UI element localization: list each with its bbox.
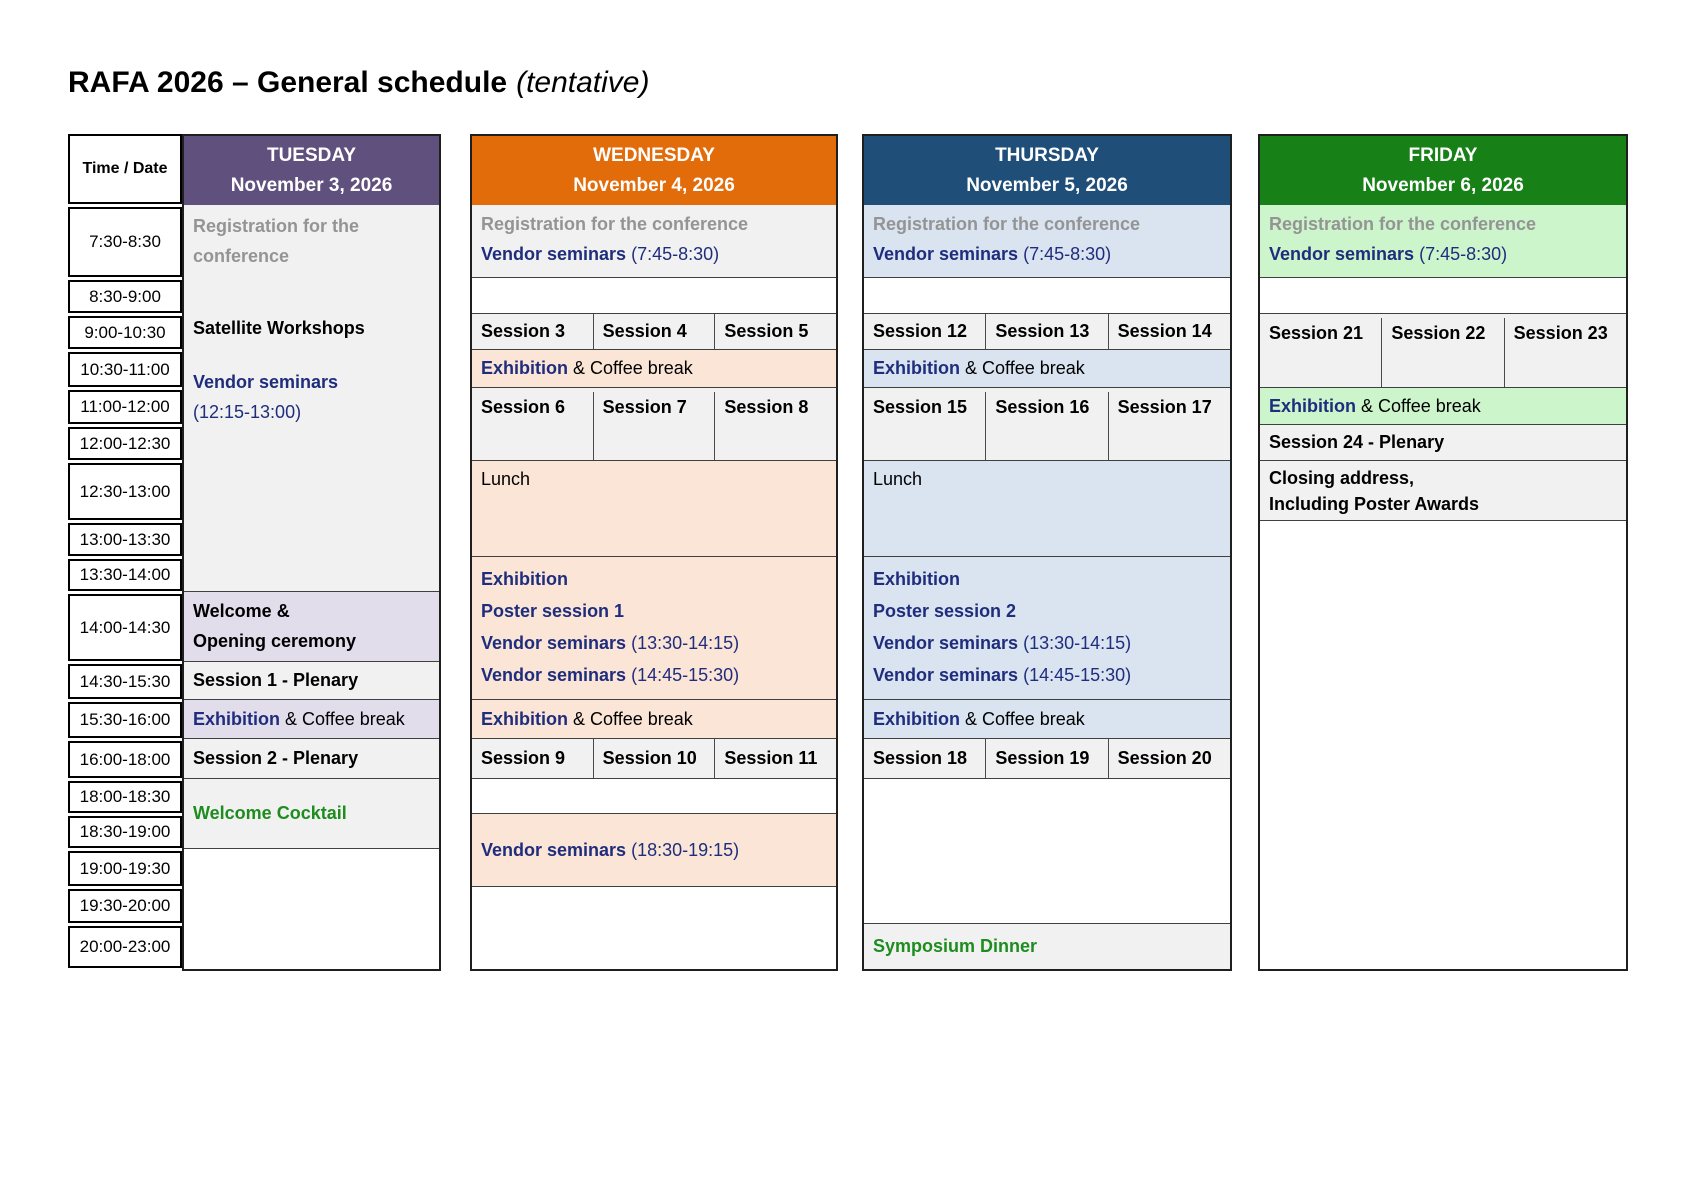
tuesday-day-name: TUESDAY (266, 144, 357, 166)
thursday-date: November 5, 2026 (966, 174, 1128, 196)
vendor-seminars-time: (18:30-19:15) (626, 839, 740, 860)
poster-session-block (864, 557, 1230, 700)
session-24-plenary-cell (1260, 425, 1626, 461)
registration-cell (472, 205, 836, 278)
sessions-row (472, 314, 836, 350)
vendor-seminars-line (481, 627, 830, 659)
exhibition-label: Exhibition (873, 358, 960, 378)
symposium-dinner-label: Symposium Dinner (873, 936, 1038, 956)
exhibition-coffee-line (481, 709, 830, 730)
session-label: Session 2 - Plenary (193, 748, 359, 768)
vendor-seminars-line (873, 659, 1224, 691)
wednesday-day-name: WEDNESDAY (593, 144, 715, 166)
session-label: Session 1 - Plenary (193, 670, 359, 690)
session-cell: Session 17 (1117, 397, 1212, 417)
registration-cell (1260, 205, 1626, 278)
welcome-line2: Opening ceremony (193, 631, 357, 651)
time-slot: 18:30-19:00 (68, 816, 182, 848)
vendor-seminars-time: (13:30-14:15) (1018, 633, 1132, 653)
poster-session-block (472, 557, 836, 700)
session-cell: Session 11 (724, 748, 818, 768)
coffee-break-label: & Coffee break (568, 358, 693, 378)
exhibition-coffee-line (193, 709, 433, 730)
time-slot: 11:00-12:00 (68, 390, 182, 424)
session-cell: Session 16 (986, 392, 1108, 460)
welcome-opening-cell (184, 592, 439, 662)
registration-label: Registration for the conference (873, 214, 1141, 234)
empty-cell (472, 887, 836, 969)
vendor-seminars-evening-cell (472, 814, 836, 887)
exhibition-label: Exhibition (873, 708, 960, 729)
vendor-seminars-label: Vendor seminars (873, 665, 1019, 685)
time-slot: 16:00-18:00 (68, 741, 182, 778)
coffee-break-label: & Coffee break (960, 708, 1085, 729)
tuesday-header (184, 136, 439, 205)
tuesday-column (182, 134, 441, 971)
exhibition-label: Exhibition (481, 569, 568, 589)
time-slot: 12:30-13:00 (68, 463, 182, 520)
exhibition-label: Exhibition (481, 708, 568, 729)
sessions-row (864, 739, 1230, 779)
closing-line2: Including Poster Awards (1269, 494, 1480, 514)
session-1-plenary-cell (184, 662, 439, 700)
tuesday-date: November 3, 2026 (230, 174, 393, 196)
exhibition-label: Exhibition (873, 569, 960, 589)
time-date-header: Time / Date (68, 134, 182, 204)
vendor-seminars-label: Vendor seminars (481, 839, 627, 860)
vendor-seminars-label: Vendor seminars (481, 633, 627, 653)
exhibition-coffee-cell (864, 700, 1230, 739)
exhibition-coffee-cell (472, 700, 836, 739)
session-cell: Session 12 (864, 314, 986, 349)
vendor-seminars-label: Vendor seminars (193, 372, 339, 392)
empty-cell (472, 779, 836, 814)
session-cell: Session 14 (1117, 321, 1212, 341)
page-title-suffix: (tentative) (516, 66, 650, 99)
closing-line1: Closing address, (1269, 468, 1415, 488)
lunch-cell (864, 461, 1230, 557)
empty-cell (864, 779, 1230, 924)
page-title (68, 66, 649, 100)
registration-label: Registration for the conference (1269, 214, 1537, 234)
session-cell: Session 9 (472, 739, 594, 778)
vendor-seminars-label: Vendor seminars (481, 244, 627, 264)
time-slot: 19:00-19:30 (68, 851, 182, 886)
vendor-seminars-time: (14:45-15:30) (626, 665, 740, 685)
session-cell: Session 19 (986, 739, 1108, 778)
session-cell: Session 4 (594, 314, 716, 349)
time-slot: 7:30-8:30 (68, 207, 182, 277)
time-slot: 19:30-20:00 (68, 889, 182, 923)
lunch-cell (472, 461, 836, 557)
coffee-break-label: & Coffee break (1356, 395, 1481, 416)
coffee-break-label: & Coffee break (280, 708, 405, 729)
sessions-row (1260, 314, 1626, 388)
vendor-seminars-time: (13:30-14:15) (626, 633, 740, 653)
welcome-cocktail-cell (184, 779, 439, 849)
exhibition-coffee-line (481, 358, 830, 379)
friday-header (1260, 136, 1626, 205)
page-title-main: RAFA 2026 – General schedule (68, 66, 508, 99)
wednesday-header (472, 136, 836, 205)
session-cell: Session 6 (472, 392, 594, 460)
exhibition-coffee-line (1269, 396, 1620, 417)
vendor-seminars-line (481, 659, 830, 691)
coffee-break-label: & Coffee break (568, 708, 693, 729)
time-slot: 12:00-12:30 (68, 427, 182, 460)
registration-label: Registration for the conference (481, 214, 749, 234)
session-cell: Session 20 (1117, 748, 1212, 768)
session-cell: Session 23 (1513, 323, 1608, 343)
thursday-header (864, 136, 1230, 205)
time-slot: 14:30-15:30 (68, 664, 182, 699)
vendor-seminars-line (193, 367, 433, 397)
exhibition-label: Exhibition (193, 708, 280, 729)
session-cell: Session 5 (724, 321, 809, 341)
wednesday-column (470, 134, 838, 971)
closing-address-cell (1260, 461, 1626, 521)
vendor-seminars-label: Vendor seminars (481, 665, 627, 685)
time-slot: 10:30-11:00 (68, 352, 182, 387)
session-label: Session 24 - Plenary (1269, 432, 1445, 452)
thursday-day-name: THURSDAY (995, 144, 1099, 166)
vendor-seminars-time: (14:45-15:30) (1018, 665, 1132, 685)
time-column (68, 134, 182, 971)
sessions-row (472, 388, 836, 461)
empty-cell (1260, 278, 1626, 314)
vendor-seminars-line (481, 840, 830, 861)
sessions-row (472, 739, 836, 779)
time-slot: 15:30-16:00 (68, 702, 182, 738)
vendor-seminars-label: Vendor seminars (873, 244, 1019, 264)
exhibition-label: Exhibition (481, 358, 568, 378)
session-cell: Session 3 (472, 314, 594, 349)
vendor-seminars-label: Vendor seminars (873, 633, 1019, 653)
sessions-row (864, 314, 1230, 350)
exhibition-label: Exhibition (1269, 395, 1356, 416)
welcome-cocktail-label: Welcome Cocktail (193, 803, 347, 823)
registration-cell (864, 205, 1230, 278)
time-slot: 20:00-23:00 (68, 926, 182, 968)
session-cell: Session 21 (1260, 318, 1382, 387)
coffee-break-label: & Coffee break (960, 358, 1085, 378)
vendor-seminars-time: (12:15-13:00) (193, 402, 302, 422)
vendor-seminars-time: (7:45-8:30) (626, 244, 720, 264)
wednesday-date: November 4, 2026 (573, 174, 735, 196)
vendor-seminars-line (1269, 239, 1620, 269)
exhibition-coffee-cell (1260, 388, 1626, 425)
welcome-line1: Welcome & (193, 601, 290, 621)
vendor-seminars-time: (7:45-8:30) (1414, 244, 1508, 264)
empty-cell (184, 849, 439, 969)
empty-cell (864, 278, 1230, 314)
exhibition-coffee-cell (864, 350, 1230, 388)
thursday-column (862, 134, 1232, 971)
time-slot: 9:00-10:30 (68, 316, 182, 349)
registration-label: Registration for the conference (193, 216, 360, 266)
vendor-seminars-time: (7:45-8:30) (1018, 244, 1112, 264)
session-cell: Session 7 (594, 392, 716, 460)
time-slot: 13:30-14:00 (68, 559, 182, 591)
session-2-plenary-cell (184, 739, 439, 779)
session-cell: Session 15 (864, 392, 986, 460)
exhibition-coffee-cell (472, 350, 836, 388)
friday-date: November 6, 2026 (1362, 174, 1524, 196)
time-slot: 13:00-13:30 (68, 523, 182, 556)
session-cell: Session 22 (1382, 318, 1504, 387)
friday-column (1258, 134, 1628, 971)
tuesday-morning-block (184, 205, 439, 592)
vendor-seminars-label: Vendor seminars (1269, 244, 1415, 264)
lunch-label: Lunch (481, 469, 531, 489)
exhibition-coffee-line (873, 358, 1224, 379)
exhibition-coffee-line (873, 709, 1224, 730)
poster-session-label: Poster session 2 (873, 601, 1017, 621)
session-cell: Session 18 (864, 739, 986, 778)
sessions-row (864, 388, 1230, 461)
session-cell: Session 8 (724, 397, 809, 417)
empty-cell (1260, 521, 1626, 969)
session-cell: Session 13 (986, 314, 1108, 349)
session-cell: Session 10 (594, 739, 716, 778)
poster-session-label: Poster session 1 (481, 601, 625, 621)
empty-cell (472, 278, 836, 314)
vendor-seminars-line (873, 239, 1224, 269)
time-slot: 18:00-18:30 (68, 781, 182, 813)
exhibition-coffee-cell (184, 700, 439, 739)
time-slot: 14:00-14:30 (68, 594, 182, 661)
lunch-label: Lunch (873, 469, 923, 489)
time-slot: 8:30-9:00 (68, 280, 182, 313)
satellite-workshops-label: Satellite Workshops (193, 318, 365, 338)
vendor-seminars-line (481, 239, 830, 269)
symposium-dinner-cell (864, 924, 1230, 969)
friday-day-name: FRIDAY (1408, 144, 1478, 166)
vendor-seminars-line (873, 627, 1224, 659)
